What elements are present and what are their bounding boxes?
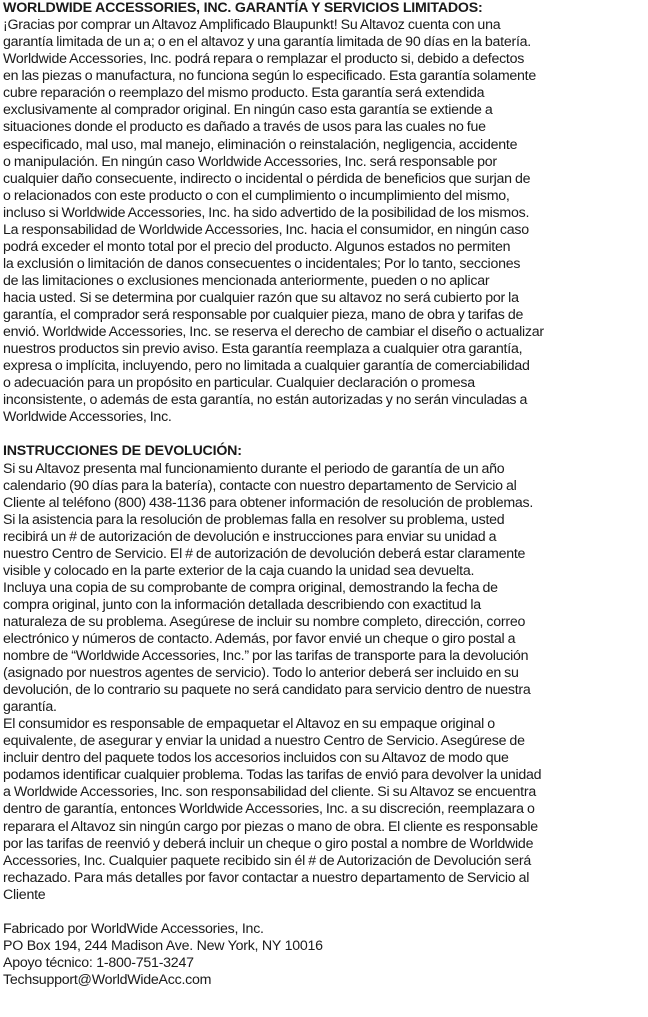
warranty-line: envió. Worldwide Accessories, Inc. se reserva el derecho de cambiar el diseño o actualizar <box>3 324 544 341</box>
returns-line: dentro de garantía, entonces Worldwide Accessories, Inc. a su discreción, reemplazara o <box>3 801 535 818</box>
returns-section <box>3 443 648 903</box>
returns-line: Accessories, Inc. Cualquier paquete recibido sin él # de Autorización de Devolución será <box>3 852 531 869</box>
returns-line: nuestro Centro de Servicio. El # de autorización de devolución deberá estar claramente <box>3 545 526 562</box>
returns-line: visible y colocado en la parte exterior de la caja cuando la unidad sea devuelta. <box>3 562 475 579</box>
returns-line: Cliente al teléfono (800) 438-1136 para obtener información de resolución de problemas. <box>3 494 534 511</box>
warranty-line: nuestros productos sin previo aviso. Esta garantía reemplaza a cualquier otra garantía, <box>3 341 523 358</box>
section-spacer <box>3 426 648 443</box>
warranty-line: la exclusión o limitación de danos consecuentes o incidentales; Por lo tanto, secciones <box>3 255 521 272</box>
returns-line: por las tarifas de reenvió y deberá incluir un cheque o giro postal a nombre de Worldwide <box>3 835 534 852</box>
returns-line: Cliente <box>3 886 46 903</box>
warranty-line: de las limitaciones o exclusiones mencionada anteriormente, pueden o no aplicar <box>3 272 490 289</box>
warranty-line: especificado, mal uso, mal manejo, eliminación o reinstalación, negligencia, accidente <box>3 136 518 153</box>
returns-line: garantía. <box>3 699 57 716</box>
warranty-line: garantía, el comprador será responsable por cualquier pieza, mano de obra y tarifas de <box>3 307 524 323</box>
tech-support-email: Techsupport@WorldWideAcc.com <box>3 971 212 988</box>
warranty-line: incluso si Worldwide Accessories, Inc. ha sido advertido de la posibilidad de los mismos. <box>3 204 530 221</box>
returns-line: incluir dentro del paquete todos los accesorios incluidos con su Altavoz de modo que <box>3 750 509 767</box>
returns-line: (asignado por nuestros agentes de servicio). Todo lo anterior deberá ser incluido en su <box>3 665 519 682</box>
warranty-heading: WORLDWIDE ACCESSORIES, INC. GARANTÍA Y SERVICIOS LIMITADOS: <box>3 0 483 16</box>
tech-support-phone: Apoyo técnico: 1-800-751-3247 <box>3 954 194 971</box>
warranty-line: cubre reparación o reemplazo del mismo producto. Esta garantía será extendida <box>3 85 485 102</box>
returns-line: equivalente, de asegurar y enviar la unidad a nuestro Centro de Servicio. Asegúrese de <box>3 733 525 750</box>
warranty-section <box>3 0 648 426</box>
warranty-line: Worldwide Accessories, Inc. <box>3 409 172 426</box>
returns-line: rechazado. Para más detalles por favor contactar a nuestro departamento de Servicio al <box>3 869 530 886</box>
warranty-line: expresa o implícita, incluyendo, pero no limitada a cualquier garantía de comerciabilidad <box>3 358 530 375</box>
warranty-line: en las piezas o manufactura, no funciona según lo especificado. Esta garantía solamente <box>3 68 537 85</box>
manufacturer-address: PO Box 194, 244 Madison Ave. New York, NY 10016 <box>3 937 323 954</box>
returns-line: Si la asistencia para la resolución de problemas falla en resolver su problema, usted <box>3 511 505 528</box>
warranty-line: hacia usted. Si se determina por cualquier razón que su altavoz no será cubierto por la <box>3 289 519 306</box>
warranty-line: inconsistente, o además de esta garantía, no están autorizadas y no serán vinculadas a <box>3 392 528 409</box>
returns-line: nombre de “Worldwide Accessories, Inc.” por las tarifas de transporte para la devolución <box>3 648 529 665</box>
manufacturer-contact <box>3 921 648 989</box>
returns-line: devolución, de lo contrario su paquete no será candidato para servicio dentro de nuestra <box>3 682 531 699</box>
contact-spacer <box>3 904 648 921</box>
returns-line: naturaleza de su problema. Asegúrese de incluir su nombre completo, dirección, correo <box>3 613 526 630</box>
returns-line: Si su Altavoz presenta mal funcionamiento durante el periodo de garantía de un año <box>3 460 505 477</box>
warranty-line: La responsabilidad de Worldwide Accessories, Inc. hacia el consumidor, en ningún caso <box>3 221 529 238</box>
manufacturer-name: Fabricado por WorldWide Accessories, Inc. <box>3 920 264 937</box>
returns-body <box>3 461 648 904</box>
warranty-line: ¡Gracias por comprar un Altavoz Amplificado Blaupunkt! Su Altavoz cuenta con una <box>3 17 501 34</box>
returns-line: electrónico y números de contacto. Además, por favor envié un cheque o giro postal a <box>3 631 516 647</box>
warranty-line: Worldwide Accessories, Inc. podrá repara o remplazar el producto si, debido a defectos <box>3 51 525 68</box>
warranty-line: o adecuación para un propósito en particular. Cualquier declaración o promesa <box>3 375 475 392</box>
returns-line: podamos identificar cualquier problema. Todas las tarifas de envió para devolver la unidad <box>3 767 542 784</box>
returns-line: El consumidor es responsable de empaquetar el Altavoz en su empaque original o <box>3 716 495 733</box>
warranty-line: cualquier daño consecuente, indirecto o incidental o pérdida de beneficios que surjan de <box>3 170 531 187</box>
warranty-line: o manipulación. En ningún caso Worldwide Accessories, Inc. será responsable por <box>3 153 497 170</box>
returns-heading: INSTRUCCIONES DE DEVOLUCIÓN: <box>3 443 242 460</box>
returns-line: a Worldwide Accessories, Inc. son responsabilidad del cliente. Si su Altavoz se encuentra <box>3 784 536 801</box>
warranty-line: podrá exceder el monto total por el precio del producto. Algunos estados no permiten <box>3 238 511 255</box>
warranty-line: o relacionados con este producto o con el cumplimiento o incumplimiento del mismo, <box>3 187 510 204</box>
returns-line: calendario (90 días para la batería), contacte con nuestro departamento de Servicio al <box>3 477 517 494</box>
returns-line: recibirá un # de autorización de devolución e instrucciones para enviar su unidad a <box>3 528 497 545</box>
returns-line: compra original, junto con la información detallada describiendo con exactitud la <box>3 596 481 613</box>
warranty-line: garantía limitada de un a; o en el altavoz y una garantía limitada de 90 días en la batería. <box>3 34 531 51</box>
warranty-line: situaciones donde el producto es dañado a través de usos para las cuales no fue <box>3 119 486 136</box>
returns-line: Incluya una copia de su comprobante de compra original, demostrando la fecha de <box>3 579 498 596</box>
returns-line: reparara el Altavoz sin ningún cargo por piezas o mano de obra. El cliente es responsable <box>3 818 538 835</box>
warranty-body <box>3 17 648 426</box>
warranty-line: exclusivamente al comprador original. En ningún caso esta garantía se extiende a <box>3 102 493 119</box>
